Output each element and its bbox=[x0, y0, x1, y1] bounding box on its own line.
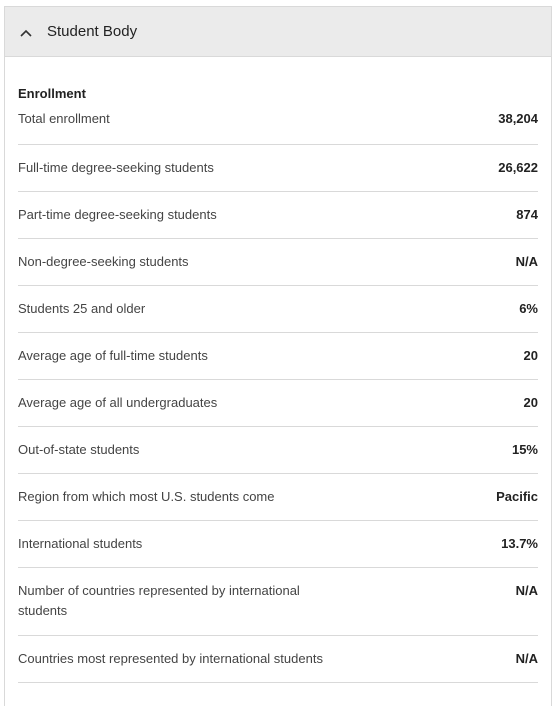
row-value: 874 bbox=[516, 207, 538, 222]
section-title-enrollment: Enrollment bbox=[18, 86, 86, 101]
row-label: Average age of full-time students bbox=[18, 348, 208, 363]
row-value: N/A bbox=[515, 254, 538, 269]
row-value: 13.7% bbox=[501, 536, 538, 551]
table-row bbox=[18, 521, 538, 568]
table-row bbox=[18, 333, 538, 380]
row-label: Region from which most U.S. students come bbox=[18, 489, 275, 504]
row-label: Out-of-state students bbox=[18, 442, 140, 457]
panel-title: Student Body bbox=[47, 23, 138, 40]
table-row bbox=[18, 239, 538, 286]
table-row bbox=[18, 102, 538, 145]
chevron-up-icon[interactable] bbox=[19, 26, 33, 40]
row-label: Non-degree-seeking students bbox=[18, 254, 189, 269]
row-value: N/A bbox=[515, 583, 538, 598]
row-value: 20 bbox=[523, 348, 538, 363]
row-value: 6% bbox=[519, 301, 538, 316]
row-label: Number of countries represented by international students bbox=[18, 583, 300, 618]
student-body-header[interactable] bbox=[5, 7, 551, 57]
row-label: Average age of all undergraduates bbox=[18, 395, 218, 410]
row-label: Countries most represented by international students bbox=[18, 651, 323, 666]
row-value: 38,204 bbox=[498, 111, 538, 126]
table-row bbox=[18, 286, 538, 333]
table-row bbox=[18, 636, 538, 683]
table-row bbox=[18, 568, 538, 636]
row-label: Students 25 and older bbox=[18, 301, 146, 316]
row-label: Part-time degree-seeking students bbox=[18, 207, 217, 222]
table-row bbox=[18, 145, 538, 192]
table-row bbox=[18, 380, 538, 427]
row-label: Full-time degree-seeking students bbox=[18, 160, 214, 175]
row-value: 15% bbox=[511, 442, 538, 457]
panel-body bbox=[5, 86, 551, 683]
row-value: N/A bbox=[515, 651, 538, 666]
row-label: Total enrollment bbox=[18, 111, 110, 126]
row-value: 26,622 bbox=[498, 160, 538, 175]
table-row bbox=[18, 474, 538, 521]
table-row bbox=[18, 427, 538, 474]
row-value: Pacific bbox=[496, 489, 538, 504]
student-body-panel bbox=[4, 6, 552, 706]
row-label: International students bbox=[18, 536, 143, 551]
row-value: 20 bbox=[523, 395, 538, 410]
table-row bbox=[18, 192, 538, 239]
